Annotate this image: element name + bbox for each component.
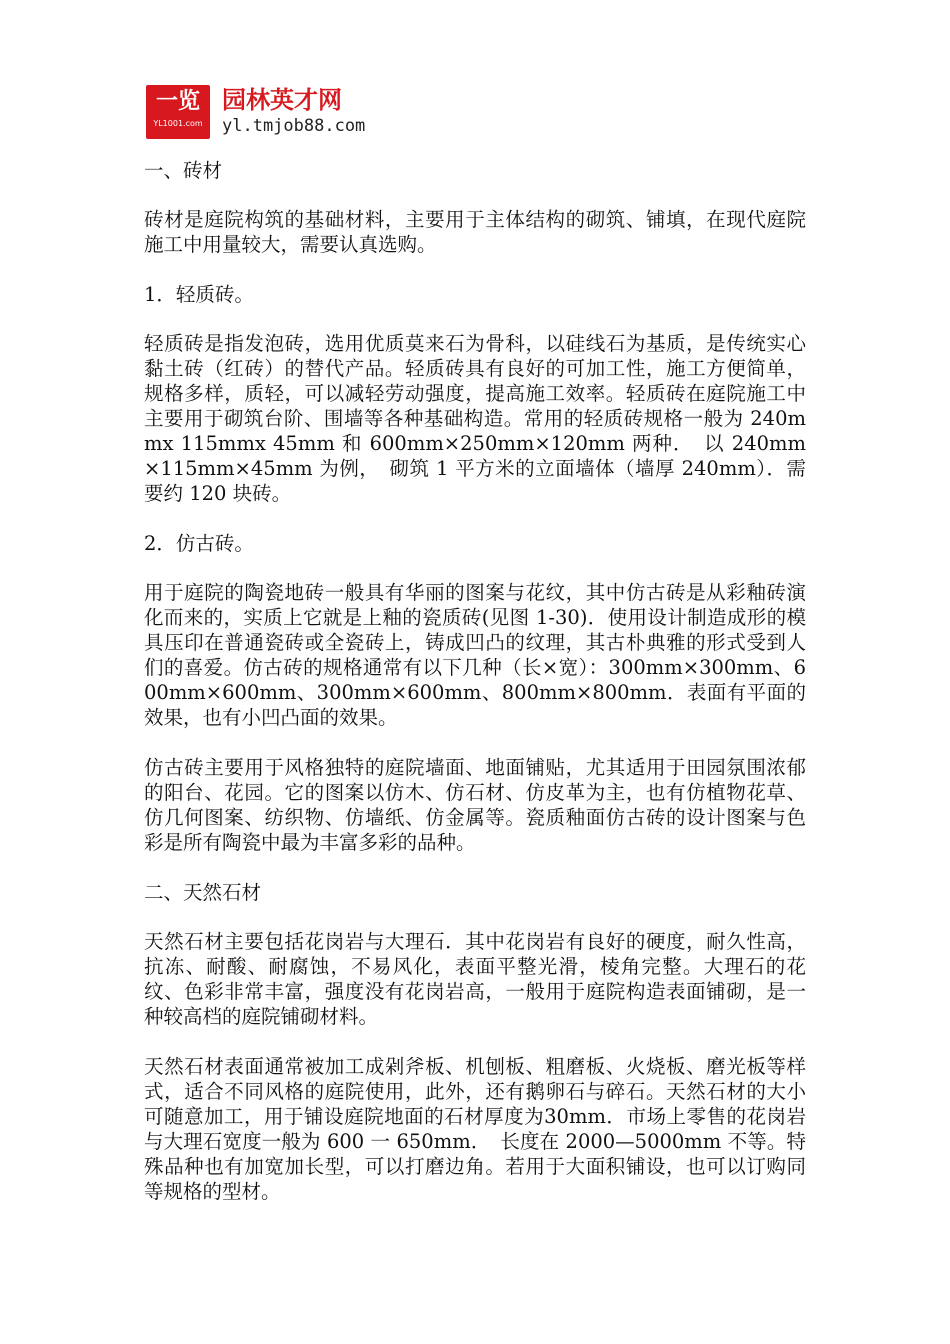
- paragraph-natural-stone-2: 天然石材表面通常被加工成剁斧板、机刨板、粗磨板、火烧板、磨光板等样式，适合不同风格的庭院使用，此外，还有鹅卵石与碎石。天然石材的大小可随意加工，用于铺设庭院地面的石材厚度为30mm．市场上零售的花岗岩与大理石宽度一般为 600 一 650mm． 长度在 2000—5000mm 不等。特殊品种也有加宽加长型，可以打磨边角。若用于大面积铺设，也可以订购同等规格的型材。: [144, 1055, 806, 1203]
- logo-site-name: 园林英才网: [222, 86, 342, 114]
- section-heading-natural-stone: 二、天然石材: [144, 881, 262, 904]
- logo-badge: [146, 85, 210, 139]
- subheading-lightweight-brick: 1．轻质砖。: [144, 283, 254, 306]
- paragraph-bricks-intro: 砖材是庭院构筑的基础材料，主要用于主体结构的砌筑、铺填，在现代庭院施工中用量较大，需要认真选购。: [144, 208, 806, 256]
- logo-badge-text: 一览: [155, 89, 200, 114]
- site-logo[interactable]: [146, 85, 396, 139]
- section-heading-bricks: 一、砖材: [144, 159, 223, 182]
- subheading-antique-brick: 2．仿古砖。: [144, 532, 254, 555]
- paragraph-antique-brick-2: 仿古砖主要用于风格独特的庭院墙面、地面铺贴，尤其适用于田园氛围浓郁的阳台、花园。它的图案以仿木、仿石材、仿皮革为主，也有仿植物花草、仿几何图案、纺织物、仿墙纸、仿金属等。瓷质釉面仿古砖的设计图案与色彩是所有陶瓷中最为丰富多彩的品种。: [144, 756, 806, 854]
- logo-badge-url: YL1001.com: [153, 119, 203, 128]
- document-body: [144, 158, 806, 1229]
- paragraph-antique-brick-1: 用于庭院的陶瓷地砖一般具有华丽的图案与花纹，其中仿古砖是从彩釉砖演化而来的，实质上它就是上釉的瓷质砖(见图 1-30)．使用设计制造成形的模具压印在普通瓷砖或全瓷砖上，铸成凹凸的纹理，其古朴典雅的形式受到人们的喜爱。仿古砖的规格通常有以下几种（长×宽）：300mm×300mm、600mm×600mm、300mm×600mm、800mm×800mm．表面有平面的效果，也有小凹凸面的效果。: [144, 581, 806, 729]
- paragraph-lightweight-brick: 轻质砖是指发泡砖，选用优质莫来石为骨科，以硅线石为基质，是传统实心黏土砖（红砖）的替代产品。轻质砖具有良好的可加工性，施工方便简单，规格多样，质轻，可以减轻劳动强度，提高施工效率。轻质砖在庭院施工中主要用于砌筑台阶、围墙等各种基础构造。常用的轻质砖规格一般为 240mmx 115mmx 45mm 和 600mm×250mm×120mm 两种． 以 240mm×115mm×45mm 为例， 砌筑 1 平方米的立面墙体（墙厚 240mm）．需要约 120 块砖。: [144, 332, 806, 505]
- paragraph-natural-stone-1: 天然石材主要包括花岗岩与大理石．其中花岗岩有良好的硬度，耐久性高，抗冻、耐酸、耐腐蚀，不易风化，表面平整光滑，棱角完整。大理石的花纹、色彩非常丰富，强度没有花岗岩高，一般用于庭院构造表面铺砌，是一种较高档的庭院铺砌材料。: [144, 930, 806, 1028]
- logo-domain: yl.tmjob88.com: [222, 116, 366, 136]
